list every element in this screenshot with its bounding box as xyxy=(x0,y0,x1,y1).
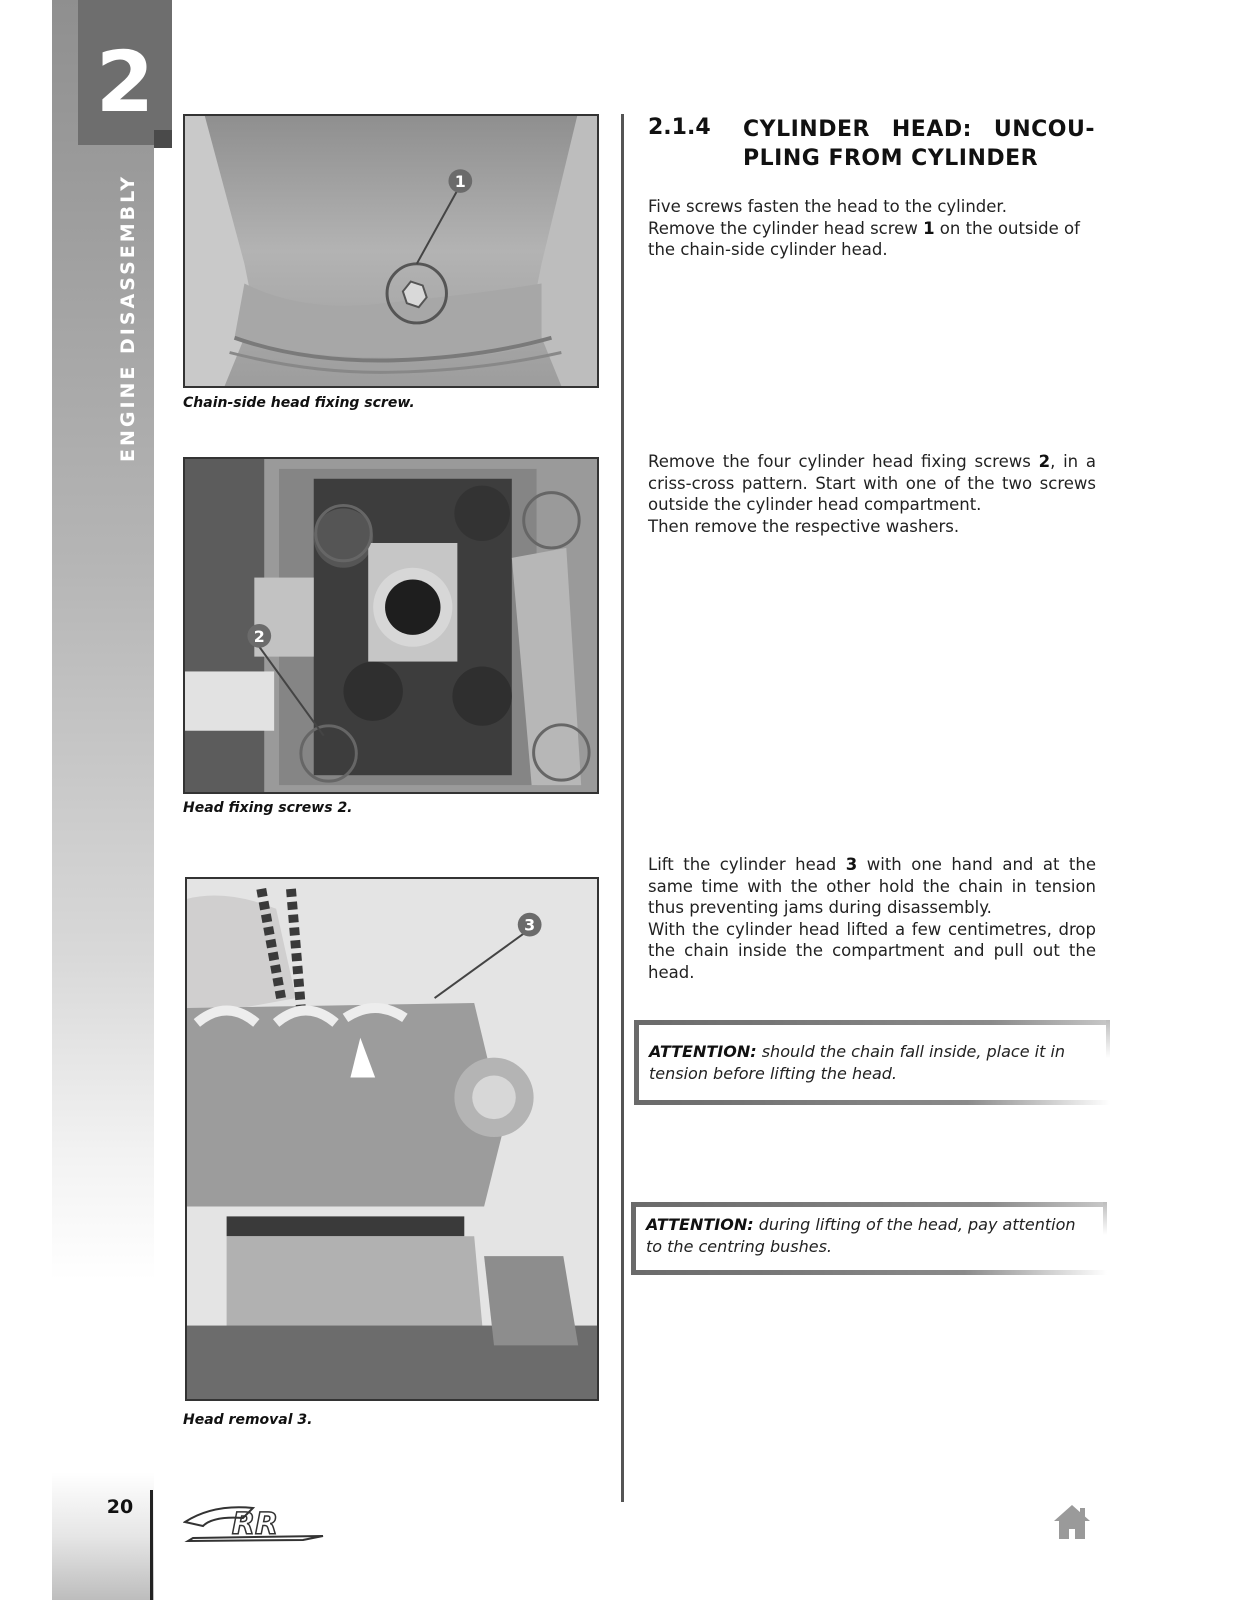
engine-photo-2 xyxy=(185,459,597,792)
paragraph-2-body: Remove the four cylinder head fixing screws 2, in a criss-cross pattern. Start with one of the two screws outside the cylinder head compartment. xyxy=(648,452,1097,514)
attention-2-text: ATTENTION: during lifting of the head, pay attention to the centring bushes. xyxy=(646,1215,1076,1256)
chapter-number: 2 xyxy=(95,33,155,131)
figure-3-caption: Head removal 3. xyxy=(183,1412,313,1428)
callout-2: 2 xyxy=(253,626,265,646)
rr-logo-text: RR xyxy=(231,1507,279,1542)
figure-head-removal xyxy=(185,877,599,1401)
footer-divider xyxy=(150,1490,153,1600)
figure-1-caption: Chain-side head fixing screw. xyxy=(183,395,415,411)
callout-3: 3 xyxy=(524,915,536,935)
engine-photo-1 xyxy=(185,116,597,386)
paragraph-3-body: Lift the cylinder head 3 with one hand and at the same time with the other hold the chain in tension thus preventing jams during disassembly. xyxy=(648,855,1097,917)
attention-box-1 xyxy=(634,1020,1110,1105)
paragraph-1-line1: Five screws fasten the head to the cylinder. xyxy=(648,197,1007,216)
column-divider xyxy=(621,114,624,1502)
paragraph-1-body: Remove the cylinder head screw 1 on the outside of the chain-side cylinder head. xyxy=(648,218,1080,259)
figure-head-fixing-screws xyxy=(183,457,599,794)
paragraph-2-line2: Then remove the respective washers. xyxy=(648,516,960,536)
figure-2-caption: Head fixing screws 2. xyxy=(183,800,353,816)
ref-screw-1: 1 xyxy=(923,218,935,238)
paragraph-1 xyxy=(648,196,1096,261)
attention-box-2 xyxy=(631,1202,1107,1275)
paragraph-3-line2: With the cylinder head lifted a few centimetres, drop the chain inside the compartment and pull out the head. xyxy=(648,919,1096,982)
rr-logo xyxy=(183,1502,328,1542)
engine-photo-3 xyxy=(187,879,597,1399)
ref-head-3: 3 xyxy=(845,855,858,874)
attention-1-text: ATTENTION: should the chain fall inside, place it in tension before lifting the head. xyxy=(649,1042,1066,1083)
section-title: CYLINDER HEAD: UNCOU-PLING FROM CYLINDER xyxy=(743,117,1095,171)
paragraph-3 xyxy=(648,854,1096,983)
section-number: 2.1.4 xyxy=(648,115,711,140)
figure-chain-side-screw xyxy=(183,114,599,388)
attention-1-label: ATTENTION: xyxy=(649,1042,757,1061)
chapter-title: ENGINE DISASSEMBLY xyxy=(117,173,139,463)
home-icon[interactable] xyxy=(1052,1503,1092,1541)
page-number: 20 xyxy=(106,1496,134,1518)
chapter-tab-shadow xyxy=(154,130,172,148)
ref-screws-2: 2 xyxy=(1038,452,1051,471)
paragraph-2 xyxy=(648,451,1096,537)
callout-1: 1 xyxy=(454,171,466,191)
attention-2-label: ATTENTION: xyxy=(646,1215,754,1234)
